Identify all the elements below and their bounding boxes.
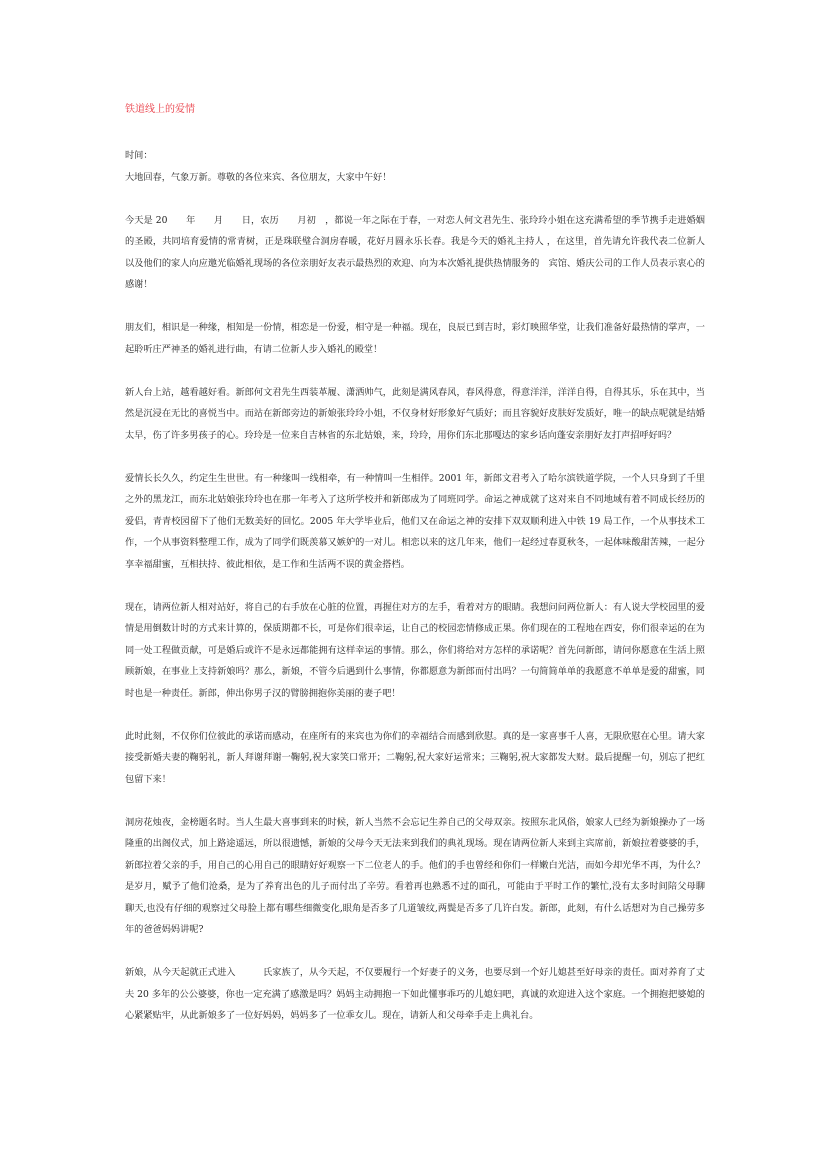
document-title: 铁道线上的爱情 <box>125 104 195 115</box>
paragraph-bride-family: 新娘，从今天起就正式进入 氏家族了，从今天起，不仅要履行一个好妻子的义务，也要尽到一个好儿媳甚至好母亲的责任。面对养育了丈夫 20 多年的公公婆婆，你也一定充满了感激是吗？妈妈主动拥抱一下如此懂事乖巧的儿媳妇吧，真诚的欢迎进入这个家庭。一个拥抱把婆媳的心紧紧贴牢，从此新娘多了一位好妈妈，妈妈多了一位乖女儿。现在，请新人和父母牵手走上典礼台。 <box>125 967 705 1021</box>
paragraph-time: 时间： <box>125 150 153 161</box>
document-page <box>125 103 705 1027</box>
paragraph-vows: 现在，请两位新人相对站好，将自己的右手放在心脏的位置，再握住对方的左手，看着对方的眼睛。我想问问两位新人：有人说大学校园里的爱情是用倒数计时的方式来计算的，保质期都不长，可是你们很幸运，让自己的校园恋情修成正果。你们现在的工程地在西安，你们很幸运的在为同一处工程做贡献，可是婚后或许不是永远都能拥有这样幸运的事情。那么，你们将给对方怎样的承诺呢？首先问新郎，请问你愿意在生活上照顾新娘，在事业上支持新娘吗？那么，新娘，不管今后遇到什么事情，你都愿意为新郎而付出吗？一句简简单单的我愿意不单单是爱的甜蜜，同时也是一种责任。新郎，伸出你男子汉的臂膀拥抱你美丽的妻子吧！ <box>125 601 705 699</box>
paragraph-opening: 今天是 20 年 月 日，农历 月初 ，都说一年之际在于春，一对恋人何文君先生、张玲玲小姐在这充满希望的季节携手走进婚姻的圣殿，共同培育爱情的常青树，正是珠联璧合洞房春暖，花好月圆永乐长春。我是今天的婚礼主持人 ，在这里，首先请允许我代表二位新人以及他们的家人向应邀光临婚礼现场的各位亲朋好友表示最热烈的欢迎、向为本次婚礼提供热情服务的 宾馆、婚庆公司的工作人员表示衷心的感谢！ <box>125 214 705 290</box>
paragraph-couple-intro: 新人台上站，越看越好看。新郎何文君先生西装革履、潇洒帅气，此刻是满风春风，春风得意，得意洋洋，洋洋自得，自得其乐，乐在其中，当然是沉浸在无比的喜悦当中。而站在新郎旁边的新娘张玲玲小姐，不仅身材好形象好气质好；而且容貌好皮肤好发质好，唯一的缺点呢就是结婚太早，伤了许多男孩子的心。玲玲是一位来自吉林省的东北姑娘，来，玲玲，用你们东北那嘎达的家乡话向蓬安亲朋好友打声招呼好吗？ <box>125 386 705 441</box>
paragraph-bows: 此时此刻，不仅你们位彼此的承诺而感动，在座所有的来宾也为你们的幸福结合而感到欣慰。真的是一家喜事千人喜，无限欣慰在心里。请大家接受新婚夫妻的鞠躬礼，新人拜谢拜谢一鞠躬,祝大家笑口常开；二鞠躬,祝大家好运常来；三鞠躬,祝大家都发大财。最后提醒一句，别忘了把红包留下来！ <box>125 730 705 785</box>
paragraph-parents: 洞房花烛夜，金榜题名时。当人生最大喜事到来的时候，新人当然不会忘记生养自己的父母双亲。按照东北风俗，娘家人已经为新娘操办了一场隆重的出阁仪式，加上路途遥远，所以很遗憾，新娘的父母今天无法来到我们的典礼现场。现在请两位新人来到主宾席前，新娘拉着婆婆的手，新郎拉着父亲的手，用自己的心用自己的眼睛好好观察一下二位老人的手。他们的手也曾经和你们一样嫩白光洁，而如今却光华不再，为什么？是岁月，赋予了他们沧桑，是为了养育出色的儿子而付出了辛劳。看着再也熟悉不过的面孔，可能由于平时工作的繁忙,没有太多时间陪父母聊聊天,也没有仔细的观察过父母脸上都有哪些细微变化,眼角是否多了几道皱纹,两鬓是否多了几许白发。新郎，此刻，有什么话想对为自己操劳多年的爸爸妈妈讲呢? <box>125 816 705 935</box>
paragraph-love-story: 爱情长长久久，约定生生世世。有一种缘叫一线相牵，有一种情叫一生相伴。2001 年，新郎文君考入了哈尔滨铁道学院，一个人只身到了千里之外的黑龙江，而东北姑娘张玲玲也在那一年考入了这所学校并和新郎成为了同班同学。命运之神成就了这对来自不同地域有着不同成长经历的爱侣，青青校园留下了他们无数美好的回忆。2005 年大学毕业后，他们又在命运之神的安排下双双顺利进入中铁 19 局工作，一个从事技术工作，一个从事资料整理工作，成为了同学们既羡慕又嫉妒的一对儿。相恋以来的这几年来，他们一起经过春夏秋冬，一起体味酸甜苦辣，一起分享幸福甜蜜，互相扶持、彼此相依，是工作和生活两不误的黄金搭档。 <box>125 472 705 570</box>
paragraph-invitation: 朋友们，相识是一种缘，相知是一份情，相恋是一份爱，相守是一种福。现在，良辰已到吉时，彩灯映照华堂，让我们准备好最热情的掌声，一起聆听庄严神圣的婚礼进行曲，有请二位新人步入婚礼的殿堂！ <box>125 322 705 355</box>
paragraph-greeting: 大地回春，气象万新。尊敬的各位来宾、各位朋友，大家中午好！ <box>125 171 392 183</box>
